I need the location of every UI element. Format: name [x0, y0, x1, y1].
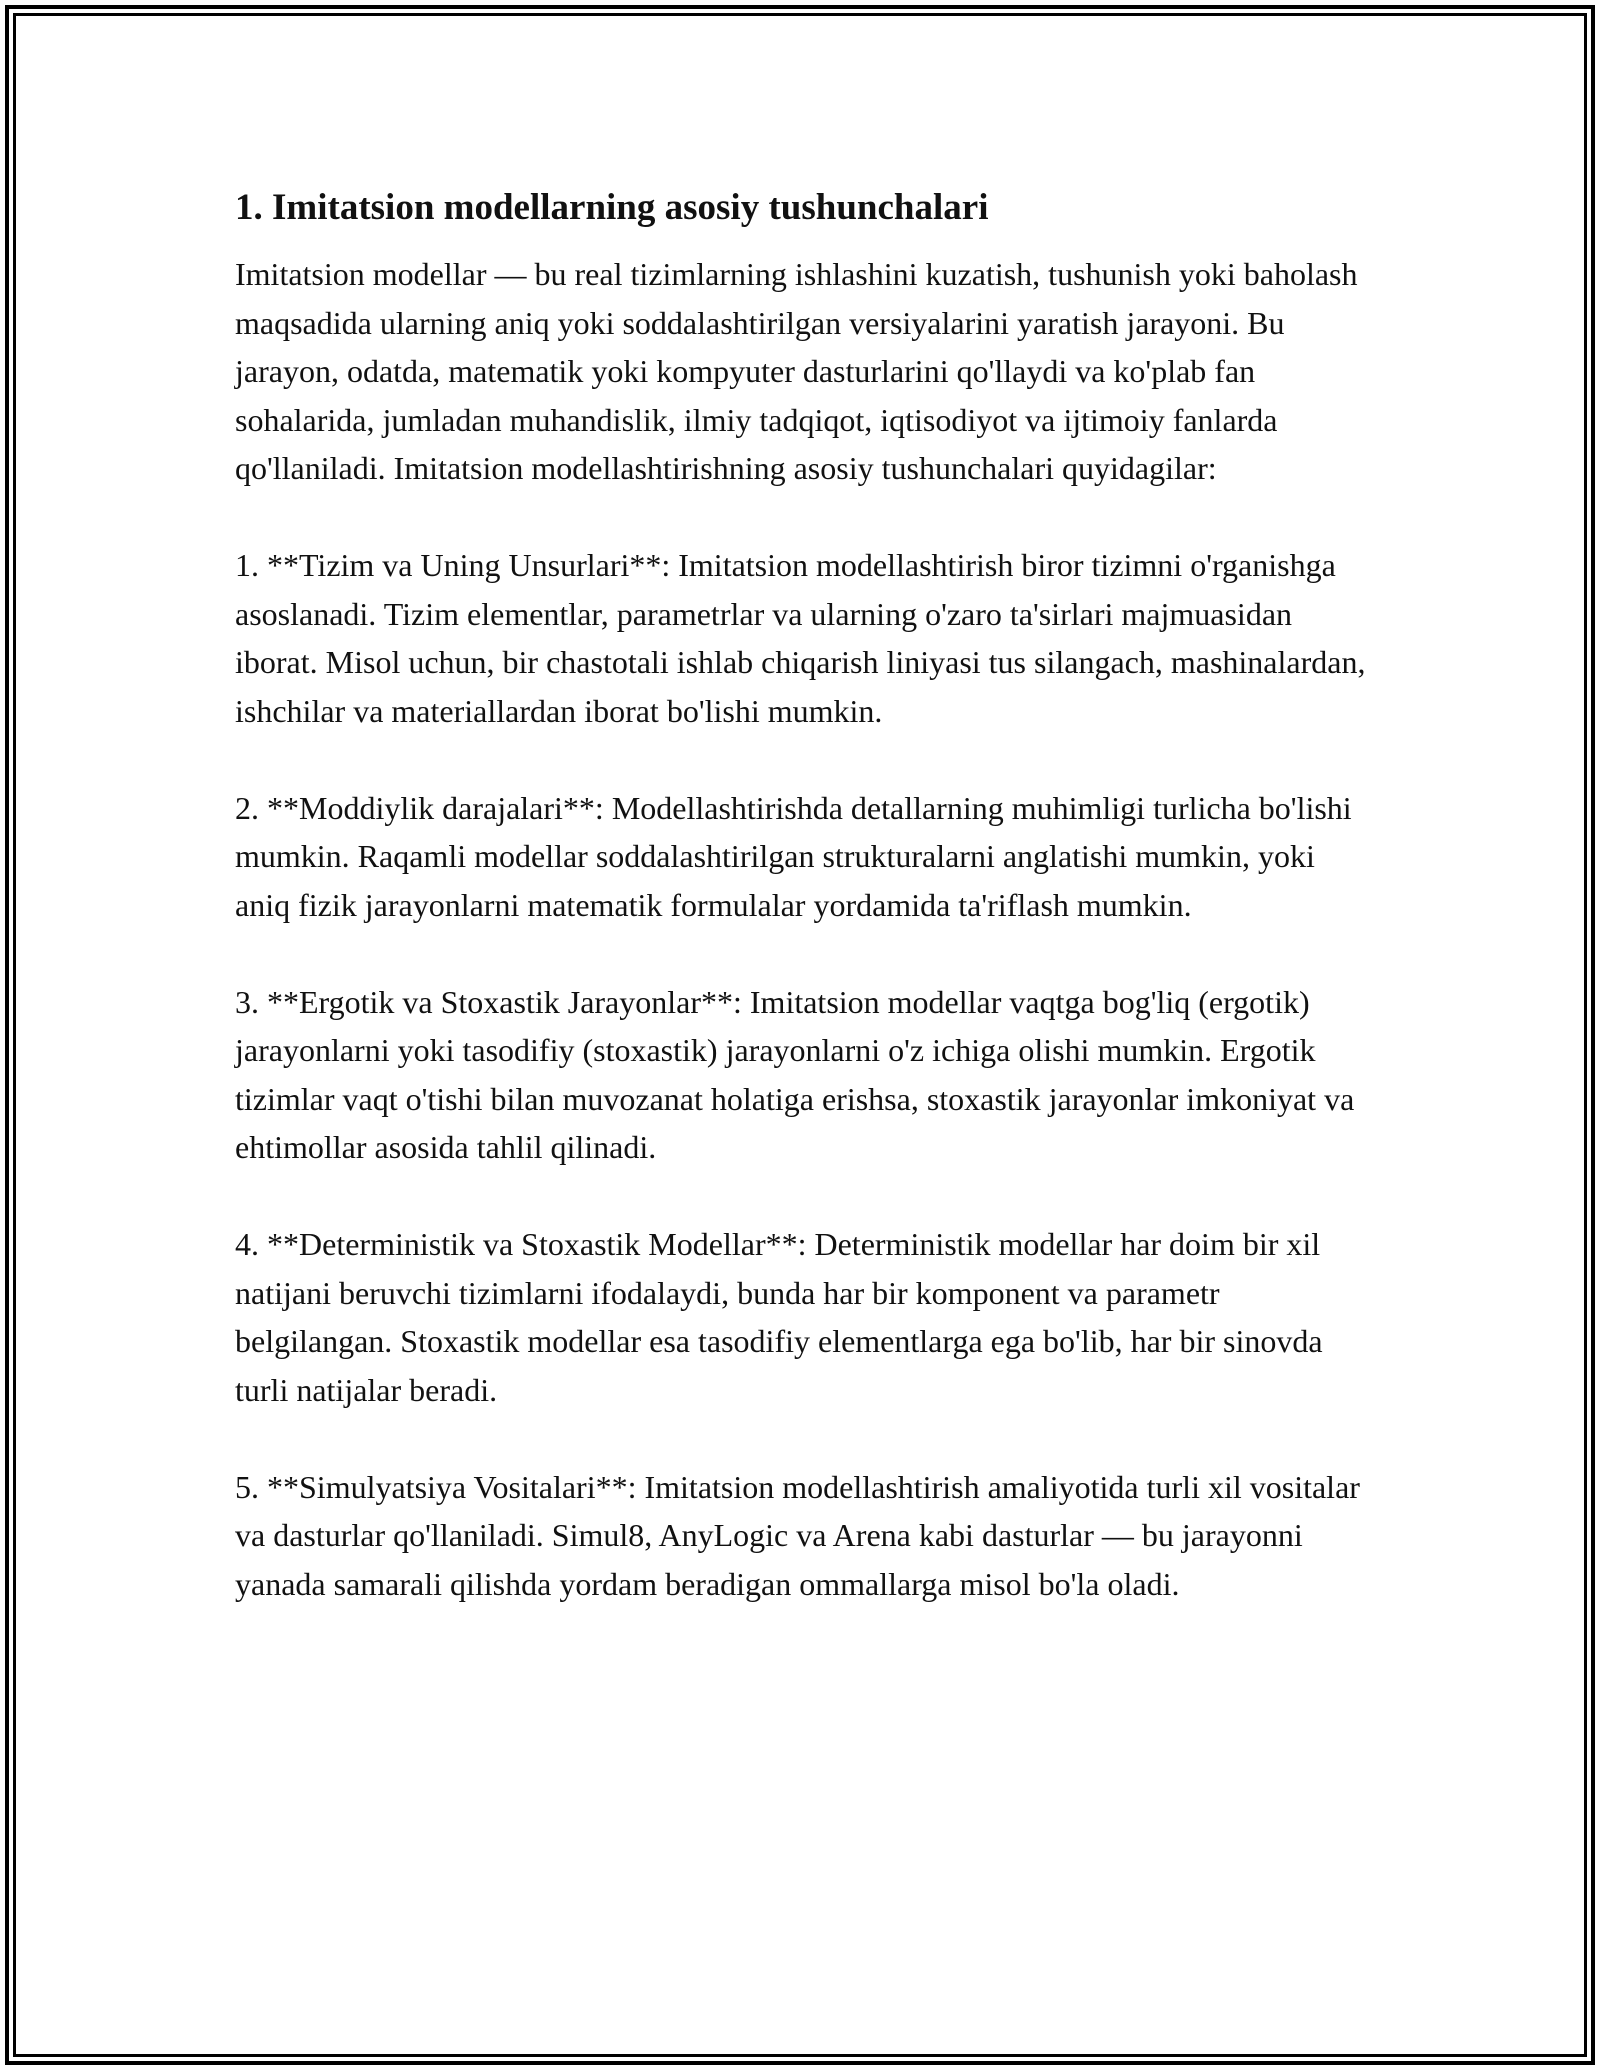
document-content	[235, 186, 1375, 1657]
list-item-5: 5. **Simulyatsiya Vositalari**: Imitatsion modellashtirish amaliyotida turli xil vositalar va dasturlar qo'llaniladi. Simul8, AnyLogic va Arena kabi dasturlar — bu jarayonni yanada samarali qilishda yordam beradigan ommallarga misol bo'la oladi.	[235, 1468, 1360, 1602]
intro-paragraph: Imitatsion modellar — bu real tizimlarning ishlashini kuzatish, tushunish yoki baholash maqsadida ularning aniq yoki soddalashtirilgan versiyalarini yaratish jarayoni. Bu jarayon, odatda, matematik yoki kompyuter dasturlarini qo'llaydi va ko'plab fan sohalarida, jumladan muhandislik, ilmiy tadqiqot, iqtisodiyot va ijtimoiy fanlarda qo'llaniladi. Imitatsion modellashtirishning asosiy tushunchalari quyidagilar:	[235, 256, 1358, 487]
section-title: 1. Imitatsion modellarning asosiy tushunchalari	[235, 187, 989, 228]
list-item-2: 2. **Moddiylik darajalari**: Modellashtirishda detallarning muhimligi turlicha bo'lishi mumkin. Raqamli modellar soddalashtirilgan strukturalarni anglatishi mumkin, yoki aniq fizik jarayonlarni matematik formulalar yordamida ta'riflash mumkin.	[235, 789, 1352, 923]
list-item-3: 3. **Ergotik va Stoxastik Jarayonlar**: Imitatsion modellar vaqtga bog'liq (ergotik) jarayonlarni yoki tasodifiy (stoxastik) jarayonlarni o'z ichiga olishi mumkin. Ergotik tizimlar vaqt o'tishi bilan muvozanat holatiga erishsa, stoxastik jarayonlar imkoniyat va ehtimollar asosida tahlil qilinadi.	[235, 983, 1355, 1166]
list-item-1: 1. **Tizim va Uning Unsurlari**: Imitatsion modellashtirish biror tizimni o'rganishga asoslanadi. Tizim elementlar, parametrlar va ularning o'zaro ta'sirlari majmuasidan iborat. Misol uchun, bir chastotali ishlab chiqarish liniyasi tus silangach, mashinalardan, ishchilar va materiallardan iborat bo'lishi mumkin.	[235, 547, 1366, 729]
list-item-4: 4. **Deterministik va Stoxastik Modellar**: Deterministik modellar har doim bir xil natijani beruvchi tizimlarni ifodalaydi, bunda har bir komponent va parametr belgilangan. Stoxastik modellar esa tasodifiy elementlarga ega bo'lib, har bir sinovda turli natijalar beradi.	[235, 1226, 1323, 1408]
